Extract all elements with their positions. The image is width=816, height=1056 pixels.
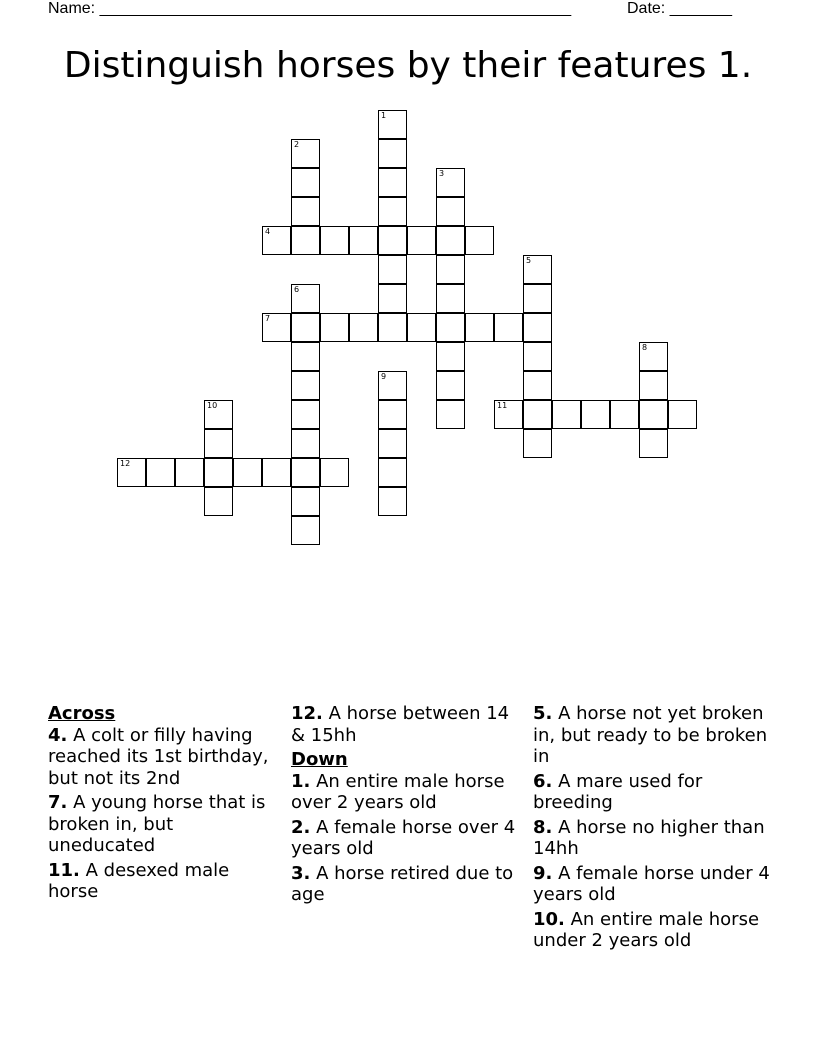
clue-down-2: [291, 817, 519, 860]
page-title: Distinguish horses by their features 1.: [63, 45, 753, 86]
grid-cell[interactable]: [291, 284, 320, 313]
grid-cell[interactable]: [581, 400, 610, 429]
cell-number: 1: [381, 111, 387, 120]
clue-number: 8.: [533, 816, 553, 838]
grid-cell[interactable]: [378, 429, 407, 458]
clue-column-3: [533, 703, 773, 955]
grid-cell[interactable]: [262, 458, 291, 487]
grid-cell[interactable]: [291, 487, 320, 516]
clue-down-3: [291, 863, 519, 906]
clue-number: 11.: [48, 859, 80, 881]
cell-number: 8: [642, 343, 648, 352]
grid-cell[interactable]: [291, 313, 320, 342]
grid-cell[interactable]: [291, 226, 320, 255]
grid-cell[interactable]: [233, 458, 262, 487]
cell-number: 11: [497, 401, 508, 410]
clue-text: A female horse over 4 years old: [291, 816, 516, 859]
grid-cell[interactable]: [204, 487, 233, 516]
grid-cell[interactable]: [465, 226, 494, 255]
grid-cell[interactable]: [465, 313, 494, 342]
grid-cell[interactable]: [320, 313, 349, 342]
grid-cell[interactable]: [291, 400, 320, 429]
grid-cell[interactable]: [262, 313, 291, 342]
grid-cell[interactable]: [407, 226, 436, 255]
grid-cell[interactable]: [639, 371, 668, 400]
clue-across-12: [291, 703, 519, 746]
grid-cell[interactable]: [523, 255, 552, 284]
cell-number: 2: [294, 140, 300, 149]
clue-number: 1.: [291, 770, 311, 792]
grid-cell[interactable]: [320, 458, 349, 487]
clue-text: A mare used for breeding: [533, 770, 703, 813]
clue-number: 5.: [533, 703, 553, 724]
grid-cell[interactable]: [349, 313, 378, 342]
grid-cell[interactable]: [639, 342, 668, 371]
clue-number: 6.: [533, 770, 553, 792]
grid-cell[interactable]: [291, 139, 320, 168]
grid-cell[interactable]: [436, 284, 465, 313]
grid-cell[interactable]: [436, 226, 465, 255]
grid-cell[interactable]: [378, 139, 407, 168]
cell-number: 6: [294, 285, 300, 294]
grid-cell[interactable]: [378, 168, 407, 197]
clue-text: An entire male horse under 2 years old: [533, 908, 760, 951]
grid-cell[interactable]: [436, 168, 465, 197]
grid-cell[interactable]: [378, 400, 407, 429]
clue-number: 2.: [291, 816, 311, 838]
cell-number: 9: [381, 372, 387, 381]
grid-cell[interactable]: [523, 313, 552, 342]
grid-cell[interactable]: [378, 313, 407, 342]
clue-number: 7.: [48, 792, 68, 813]
cell-number: 12: [120, 459, 131, 468]
grid-cell[interactable]: [436, 255, 465, 284]
clue-number: 10.: [533, 908, 565, 930]
clue-text: A desexed male horse: [48, 859, 230, 902]
clue-column-2: [291, 703, 519, 909]
clue-down-9: [533, 863, 773, 906]
grid-cell[interactable]: [291, 516, 320, 545]
grid-cell[interactable]: [378, 255, 407, 284]
clue-column-1: [48, 703, 276, 906]
grid-cell[interactable]: [291, 429, 320, 458]
grid-cell[interactable]: [610, 400, 639, 429]
grid-cell[interactable]: [204, 458, 233, 487]
clue-across-7: [48, 792, 276, 857]
clue-down-10: [533, 909, 773, 952]
grid-cell[interactable]: [668, 400, 697, 429]
clue-down-1: [291, 771, 519, 814]
grid-cell[interactable]: [378, 458, 407, 487]
clue-across-11: [48, 860, 276, 903]
clue-number: 12.: [291, 703, 323, 724]
grid-cell[interactable]: [291, 371, 320, 400]
grid-cell[interactable]: [436, 313, 465, 342]
grid-cell[interactable]: [291, 458, 320, 487]
grid-cell[interactable]: [378, 197, 407, 226]
clue-text: An entire male horse over 2 years old: [291, 770, 505, 813]
across-heading: Across: [48, 703, 116, 724]
grid-cell[interactable]: [639, 400, 668, 429]
grid-cell[interactable]: [523, 371, 552, 400]
clue-down-6: [533, 771, 773, 814]
clue-text: A horse no higher than 14hh: [533, 816, 765, 859]
grid-cell[interactable]: [262, 226, 291, 255]
cell-number: 5: [526, 256, 532, 265]
cell-number: 7: [265, 314, 271, 323]
grid-cell[interactable]: [291, 342, 320, 371]
grid-cell[interactable]: [523, 400, 552, 429]
grid-cell[interactable]: [291, 168, 320, 197]
grid-cell[interactable]: [552, 400, 581, 429]
cell-number: 4: [265, 227, 271, 236]
cell-number: 10: [207, 401, 218, 410]
grid-cell[interactable]: [436, 197, 465, 226]
clue-text: A horse not yet broken in, but ready to be broken in: [533, 703, 768, 767]
clue-text: A horse between 14 & 15hh: [291, 703, 510, 746]
down-heading: Down: [291, 749, 348, 770]
clue-text: A young horse that is broken in, but uneducated: [48, 792, 266, 856]
grid-cell[interactable]: [436, 371, 465, 400]
grid-cell[interactable]: [378, 371, 407, 400]
clue-text: A colt or filly having reached its 1st birthday, but not its 2nd: [48, 724, 269, 789]
grid-cell[interactable]: [117, 458, 146, 487]
clue-number: 9.: [533, 862, 553, 884]
clue-down-5: [533, 703, 773, 768]
grid-cell[interactable]: [436, 400, 465, 429]
clue-number: 3.: [291, 862, 311, 884]
grid-cell[interactable]: [378, 487, 407, 516]
grid-cell[interactable]: [291, 197, 320, 226]
grid-cell[interactable]: [146, 458, 175, 487]
clue-number: 4.: [48, 724, 68, 746]
grid-cell[interactable]: [204, 400, 233, 429]
name-field[interactable]: Name: _____________________________________________________: [48, 0, 572, 17]
cell-number: 3: [439, 169, 445, 178]
clue-text: A horse retired due to age: [291, 862, 514, 905]
grid-cell[interactable]: [204, 429, 233, 458]
grid-cell[interactable]: [175, 458, 204, 487]
grid-cell[interactable]: [523, 429, 552, 458]
clue-down-8: [533, 817, 773, 860]
grid-cell[interactable]: [494, 400, 523, 429]
grid-cell[interactable]: [639, 429, 668, 458]
grid-cell[interactable]: [436, 342, 465, 371]
grid-cell[interactable]: [407, 313, 436, 342]
grid-cell[interactable]: [349, 226, 378, 255]
grid-cell[interactable]: [494, 313, 523, 342]
date-field[interactable]: Date: _______: [627, 0, 732, 17]
grid-cell[interactable]: [378, 226, 407, 255]
grid-cell[interactable]: [378, 284, 407, 313]
grid-cell[interactable]: [378, 110, 407, 139]
clue-across-4: [48, 725, 276, 790]
clue-text: A female horse under 4 years old: [533, 862, 770, 905]
grid-cell[interactable]: [523, 342, 552, 371]
grid-cell[interactable]: [523, 284, 552, 313]
grid-cell[interactable]: [320, 226, 349, 255]
